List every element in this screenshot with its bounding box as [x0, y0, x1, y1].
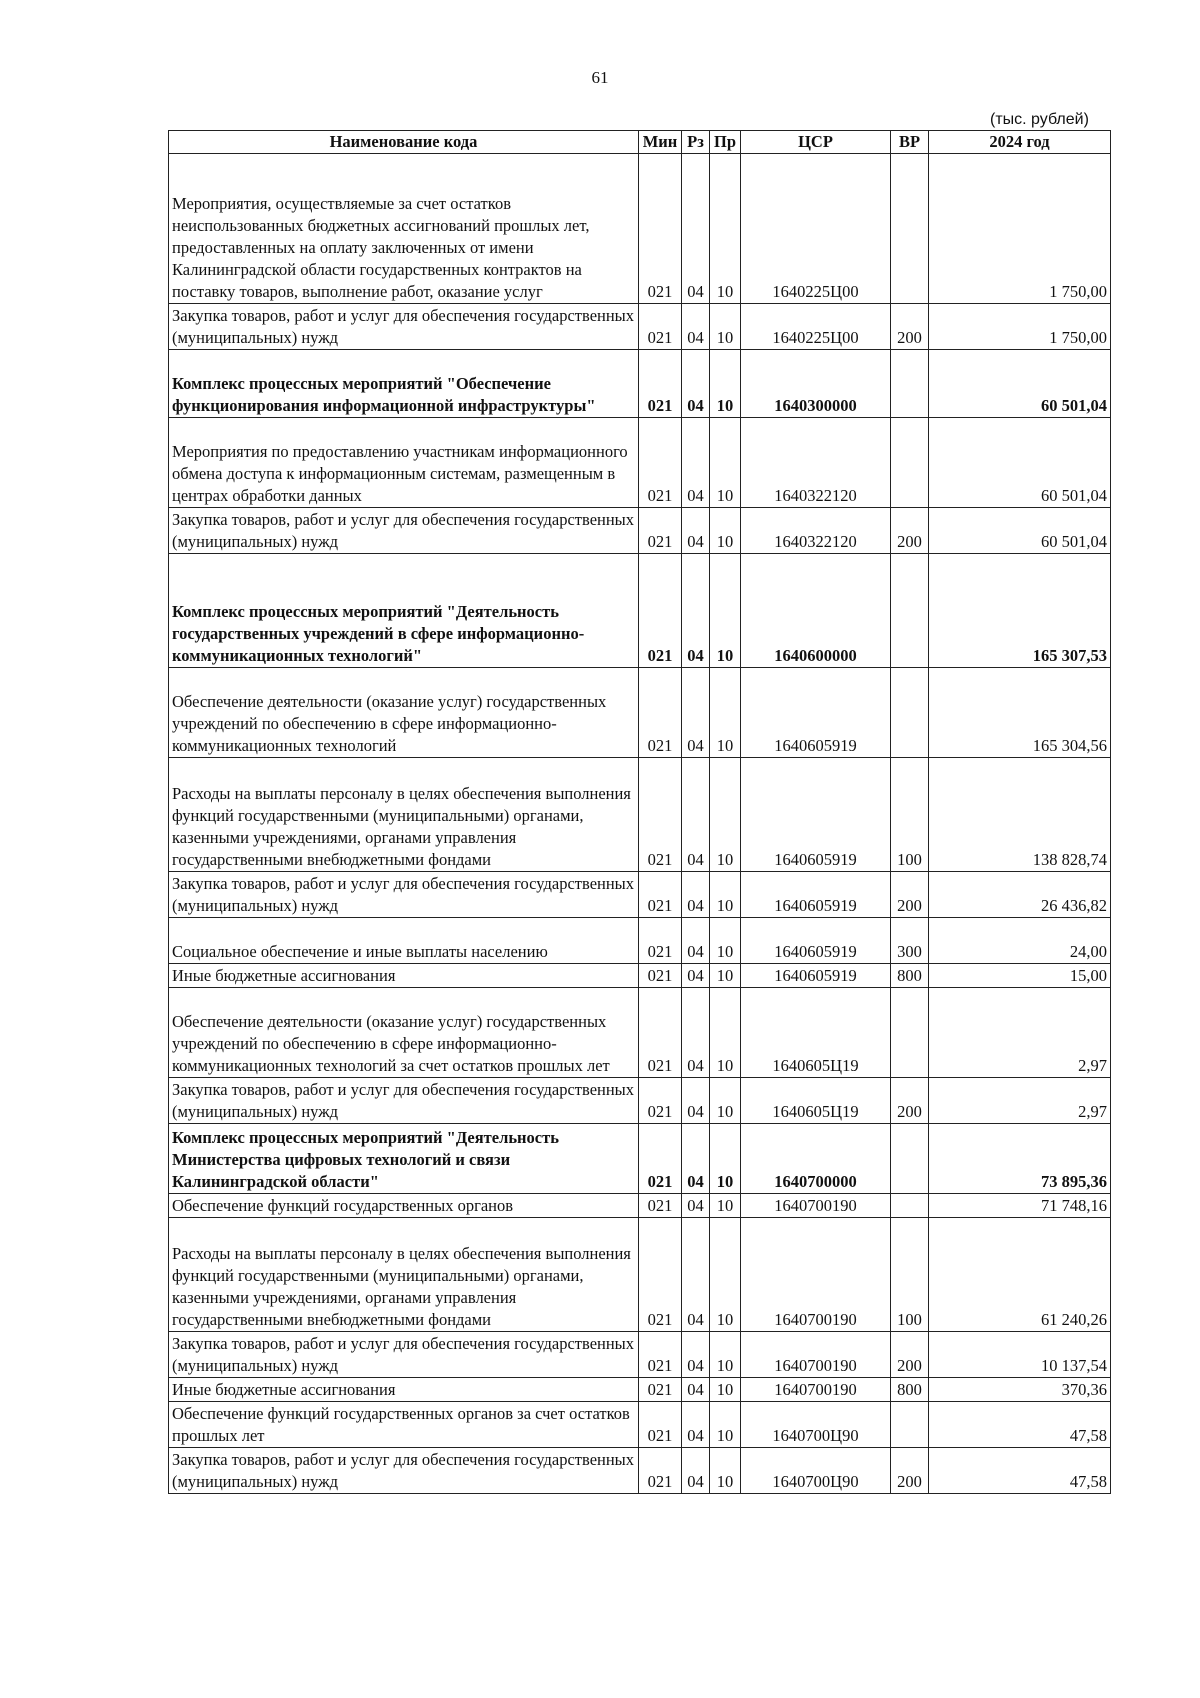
row-sum: 165 307,53	[929, 554, 1111, 668]
row-sum: 61 240,26	[929, 1218, 1111, 1332]
row-pr: 10	[710, 918, 741, 964]
row-rz: 04	[682, 918, 710, 964]
row-pr: 10	[710, 350, 741, 418]
row-min: 021	[639, 758, 682, 872]
row-rz: 04	[682, 872, 710, 918]
row-min: 021	[639, 1448, 682, 1494]
row-min: 021	[639, 418, 682, 508]
row-name: Комплекс процессных мероприятий "Деятельность Министерства цифровых технологий и связи Калининградской области"	[169, 1124, 639, 1194]
row-rz: 04	[682, 1332, 710, 1378]
row-min: 021	[639, 918, 682, 964]
row-pr: 10	[710, 1402, 741, 1448]
row-pr: 10	[710, 508, 741, 554]
row-vr	[891, 154, 929, 304]
row-min: 021	[639, 1332, 682, 1378]
row-rz: 04	[682, 964, 710, 988]
row-pr: 10	[710, 304, 741, 350]
row-sum: 165 304,56	[929, 668, 1111, 758]
row-sum: 370,36	[929, 1378, 1111, 1402]
row-min: 021	[639, 508, 682, 554]
table-row	[169, 1448, 1111, 1494]
row-min: 021	[639, 304, 682, 350]
row-pr: 10	[710, 1332, 741, 1378]
header-min: Мин	[639, 131, 682, 154]
row-name: Обеспечение функций государственных органов	[169, 1194, 639, 1218]
table-row	[169, 918, 1111, 964]
row-csr: 1640605919	[741, 964, 891, 988]
row-csr: 1640322120	[741, 508, 891, 554]
row-vr: 300	[891, 918, 929, 964]
row-name: Мероприятия, осуществляемые за счет остатков неиспользованных бюджетных ассигнований прошлых лет, предоставленных на оплату заключенных от имени Калининградской области государственных контрактов на поставку товаров, выполнение работ, оказание услуг	[169, 154, 639, 304]
row-vr	[891, 418, 929, 508]
row-csr: 1640225Ц00	[741, 304, 891, 350]
row-sum: 47,58	[929, 1448, 1111, 1494]
row-name: Иные бюджетные ассигнования	[169, 964, 639, 988]
row-sum: 60 501,04	[929, 350, 1111, 418]
row-sum: 2,97	[929, 988, 1111, 1078]
row-min: 021	[639, 964, 682, 988]
row-sum: 71 748,16	[929, 1194, 1111, 1218]
row-sum: 73 895,36	[929, 1124, 1111, 1194]
row-sum: 24,00	[929, 918, 1111, 964]
row-pr: 10	[710, 964, 741, 988]
row-vr	[891, 350, 929, 418]
row-rz: 04	[682, 758, 710, 872]
row-name: Закупка товаров, работ и услуг для обеспечения государственных (муниципальных) нужд	[169, 508, 639, 554]
row-rz: 04	[682, 350, 710, 418]
row-pr: 10	[710, 1448, 741, 1494]
budget-table	[168, 130, 1111, 1494]
table-row	[169, 1332, 1111, 1378]
row-vr: 200	[891, 508, 929, 554]
row-vr: 100	[891, 758, 929, 872]
row-rz: 04	[682, 1402, 710, 1448]
row-pr: 10	[710, 1078, 741, 1124]
row-rz: 04	[682, 1194, 710, 1218]
row-sum: 1 750,00	[929, 304, 1111, 350]
row-csr: 1640322120	[741, 418, 891, 508]
row-vr	[891, 1194, 929, 1218]
row-csr: 1640605919	[741, 668, 891, 758]
row-vr: 200	[891, 304, 929, 350]
row-min: 021	[639, 1378, 682, 1402]
row-sum: 1 750,00	[929, 154, 1111, 304]
row-rz: 04	[682, 304, 710, 350]
row-min: 021	[639, 668, 682, 758]
table-row	[169, 418, 1111, 508]
row-min: 021	[639, 872, 682, 918]
row-rz: 04	[682, 508, 710, 554]
row-sum: 15,00	[929, 964, 1111, 988]
row-rz: 04	[682, 154, 710, 304]
table-row	[169, 1078, 1111, 1124]
row-rz: 04	[682, 1124, 710, 1194]
row-sum: 60 501,04	[929, 508, 1111, 554]
table-row	[169, 508, 1111, 554]
row-csr: 1640605919	[741, 872, 891, 918]
row-sum: 10 137,54	[929, 1332, 1111, 1378]
row-vr: 200	[891, 1078, 929, 1124]
row-pr: 10	[710, 1218, 741, 1332]
row-vr	[891, 1402, 929, 1448]
table-row	[169, 964, 1111, 988]
row-min: 021	[639, 988, 682, 1078]
row-csr: 1640300000	[741, 350, 891, 418]
header-vr: ВР	[891, 131, 929, 154]
row-pr: 10	[710, 1194, 741, 1218]
row-csr: 1640225Ц00	[741, 154, 891, 304]
row-rz: 04	[682, 1448, 710, 1494]
row-csr: 1640700190	[741, 1194, 891, 1218]
row-csr: 1640605919	[741, 918, 891, 964]
row-sum: 2,97	[929, 1078, 1111, 1124]
row-name: Обеспечение функций государственных органов за счет остатков прошлых лет	[169, 1402, 639, 1448]
table-row	[169, 554, 1111, 668]
row-vr	[891, 988, 929, 1078]
row-min: 021	[639, 1402, 682, 1448]
row-pr: 10	[710, 554, 741, 668]
units-label: (тыс. рублей)	[990, 111, 1089, 128]
row-min: 021	[639, 1124, 682, 1194]
table-row	[169, 1218, 1111, 1332]
row-csr: 1640605Ц19	[741, 1078, 891, 1124]
row-csr: 1640700190	[741, 1218, 891, 1332]
row-name: Обеспечение деятельности (оказание услуг) государственных учреждений по обеспечению в сфере информационно-коммуникационных технологий	[169, 668, 639, 758]
row-sum: 26 436,82	[929, 872, 1111, 918]
row-sum: 138 828,74	[929, 758, 1111, 872]
table-row	[169, 872, 1111, 918]
table-row	[169, 758, 1111, 872]
row-vr: 200	[891, 1332, 929, 1378]
row-min: 021	[639, 1194, 682, 1218]
row-name: Иные бюджетные ассигнования	[169, 1378, 639, 1402]
header-pr: Пр	[710, 131, 741, 154]
header-name: Наименование кода	[169, 131, 639, 154]
row-name: Закупка товаров, работ и услуг для обеспечения государственных (муниципальных) нужд	[169, 304, 639, 350]
row-pr: 10	[710, 1378, 741, 1402]
row-rz: 04	[682, 1378, 710, 1402]
table-row	[169, 350, 1111, 418]
row-csr: 1640600000	[741, 554, 891, 668]
row-name: Закупка товаров, работ и услуг для обеспечения государственных (муниципальных) нужд	[169, 1078, 639, 1124]
row-rz: 04	[682, 668, 710, 758]
row-csr: 1640700190	[741, 1378, 891, 1402]
row-rz: 04	[682, 418, 710, 508]
row-vr	[891, 554, 929, 668]
table-row	[169, 1124, 1111, 1194]
row-csr: 1640605Ц19	[741, 988, 891, 1078]
header-rz: Рз	[682, 131, 710, 154]
row-csr: 1640700000	[741, 1124, 891, 1194]
table-row	[169, 988, 1111, 1078]
row-rz: 04	[682, 1078, 710, 1124]
row-rz: 04	[682, 554, 710, 668]
row-name: Обеспечение деятельности (оказание услуг) государственных учреждений по обеспечению в сфере информационно-коммуникационных технологий за счет остатков прошлых лет	[169, 988, 639, 1078]
row-vr: 200	[891, 872, 929, 918]
row-vr: 100	[891, 1218, 929, 1332]
row-name: Расходы на выплаты персоналу в целях обеспечения выполнения функций государственными (муниципальными) органами, казенными учреждениями, органами управления государственными внебюджетными фондами	[169, 758, 639, 872]
row-pr: 10	[710, 418, 741, 508]
row-sum: 47,58	[929, 1402, 1111, 1448]
row-name: Мероприятия по предоставлению участникам информационного обмена доступа к информационным системам, размещенным в центрах обработки данных	[169, 418, 639, 508]
header-year: 2024 год	[929, 131, 1111, 154]
row-name: Закупка товаров, работ и услуг для обеспечения государственных (муниципальных) нужд	[169, 1332, 639, 1378]
row-pr: 10	[710, 988, 741, 1078]
row-pr: 10	[710, 872, 741, 918]
row-name: Закупка товаров, работ и услуг для обеспечения государственных (муниципальных) нужд	[169, 872, 639, 918]
row-min: 021	[639, 1078, 682, 1124]
row-min: 021	[639, 1218, 682, 1332]
row-vr	[891, 1124, 929, 1194]
row-pr: 10	[710, 1124, 741, 1194]
table-row	[169, 1378, 1111, 1402]
row-min: 021	[639, 350, 682, 418]
table-header-row	[169, 131, 1111, 154]
row-csr: 1640605919	[741, 758, 891, 872]
header-csr: ЦСР	[741, 131, 891, 154]
row-min: 021	[639, 154, 682, 304]
row-vr: 800	[891, 964, 929, 988]
table-row	[169, 154, 1111, 304]
row-rz: 04	[682, 1218, 710, 1332]
row-rz: 04	[682, 988, 710, 1078]
row-vr: 200	[891, 1448, 929, 1494]
row-name: Закупка товаров, работ и услуг для обеспечения государственных (муниципальных) нужд	[169, 1448, 639, 1494]
row-vr	[891, 668, 929, 758]
row-csr: 1640700190	[741, 1332, 891, 1378]
table-row	[169, 668, 1111, 758]
row-min: 021	[639, 554, 682, 668]
row-name: Социальное обеспечение и иные выплаты населению	[169, 918, 639, 964]
row-sum: 60 501,04	[929, 418, 1111, 508]
row-vr: 800	[891, 1378, 929, 1402]
table-row	[169, 1194, 1111, 1218]
row-csr: 1640700Ц90	[741, 1448, 891, 1494]
table-row	[169, 304, 1111, 350]
row-name: Комплекс процессных мероприятий "Обеспечение функционирования информационной инфраструктуры"	[169, 350, 639, 418]
row-csr: 1640700Ц90	[741, 1402, 891, 1448]
row-pr: 10	[710, 668, 741, 758]
page-number: 61	[591, 68, 609, 87]
row-name: Комплекс процессных мероприятий "Деятельность государственных учреждений в сфере информационно-коммуникационных технологий"	[169, 554, 639, 668]
row-name: Расходы на выплаты персоналу в целях обеспечения выполнения функций государственными (муниципальными) органами, казенными учреждениями, органами управления государственными внебюджетными фондами	[169, 1218, 639, 1332]
row-pr: 10	[710, 154, 741, 304]
row-pr: 10	[710, 758, 741, 872]
table-row	[169, 1402, 1111, 1448]
